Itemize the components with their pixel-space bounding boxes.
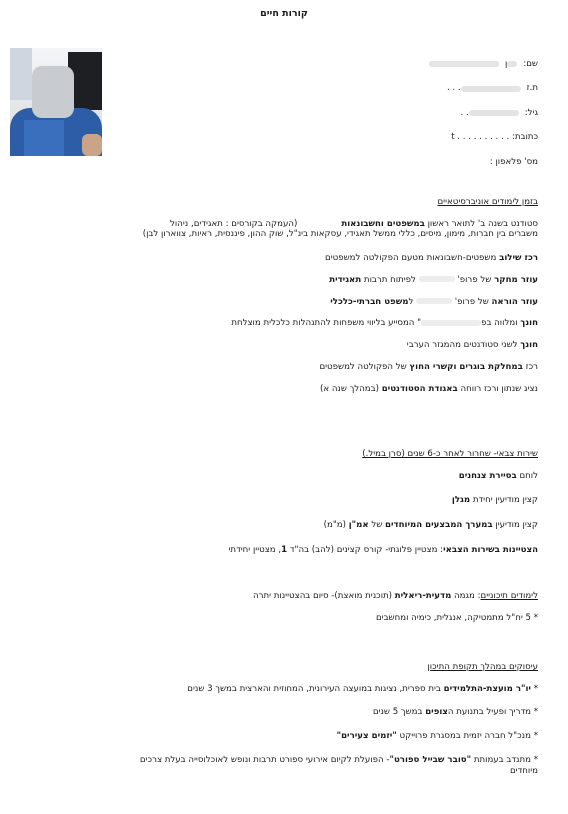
list-item: קצין מודיעין יחידת מגלן [451, 495, 538, 506]
id-row [338, 77, 538, 102]
age-value: . . [460, 107, 469, 118]
list-item: חונך ומלווה בפ" המסייע בליווי משפחות להתנהלות כלכלית מוצלחת [231, 318, 538, 329]
university-section [28, 197, 538, 405]
name-value: ן [504, 58, 508, 69]
highschool-heading: לימודים תיכוניים [480, 591, 538, 601]
list-item: * מדריך ופעיל בתנועת הצופים במשך 5 שנים [372, 707, 538, 718]
name-row [338, 52, 538, 77]
military-heading: שירות צבאי- שחרור לאחר כ-6 שנים (סרן במיל.) [362, 449, 538, 459]
profile-photo [10, 48, 102, 156]
military-section [28, 449, 538, 567]
age-label: גיל: [524, 107, 538, 118]
personal-details [338, 52, 538, 175]
list-item: עוזר הוראה של פרופ' למשפט חברתי-כלכלי [330, 296, 538, 307]
university-intro: סטודנט בשנה ב' לתואר ראשון במשפטים וחשבונאות(העמקה בקורסים : תאגידים, ניהול משברים בין חברות, מימון, מיסים, כללי ממשל תאגידי, עסקאות בינ"ל, שוק ההון, פיננסית, ראיות, צווארון לבן) [142, 218, 538, 240]
university-heading: בזמן לימודים אוניברסיטאיים [437, 197, 538, 207]
list-item: לוחם בסיירת צנחנים [458, 470, 538, 481]
list-item: רכז שילוב משפטים-חשבונאות מטעם הפקולטה למשפטים [325, 253, 538, 264]
list-item: נציג שנתון ורכז רווחה באגודת הסטודנטים (במהלך שנה א) [319, 383, 538, 394]
list-item: קצין מודיעין במערך המבצעים המיוחדים של אמ"ן (מ"מ) [323, 520, 538, 531]
phone-value: : [489, 156, 493, 167]
list-item: חונך לשני סטודנטים מהמגזר הערבי [406, 340, 538, 351]
list-item: * יו"ר מועצת-התלמידים בית ספרית, נציגות במועצה העירונית, המחוזית והארצית במשך 3 שנים [187, 683, 538, 694]
age-row [338, 101, 538, 126]
id-label: ת.ז [526, 83, 538, 94]
list-item: הצטיינות בשירות הצבאי: מצטיין פלוגתי- קורס קצינים (להב) בה"ד 1, מצטיין יחידתי [228, 544, 538, 555]
activities-section [28, 662, 538, 787]
phone-label: מס' פלאפון [495, 156, 538, 167]
phone-row [338, 150, 538, 175]
name-label: שם: [523, 58, 538, 69]
list-item: רכז במחלקת בוגרים וקשרי החוץ של הפקולטה למשפטים [319, 361, 538, 372]
list-item: לימודים תיכוניים: מגמה מדעית-ריאלית (תוכנית מואצת)- סיום בהצטיינות יתרה [252, 591, 538, 601]
list-item: * מנכ"ל חברה יזמית במסגרת פרוייקט "יזמים צעירים" [336, 731, 538, 742]
highschool-section [28, 591, 538, 634]
list-item: עוזר מחקר של פרופ' לפיתוח תרבות תאגידית [329, 274, 538, 285]
list-item: * 5 יח"ל מתמטיקה, אנגלית, כימיה ומחשבים [375, 612, 538, 623]
page-title: קורות חיים [260, 8, 308, 19]
address-label: כתובת: [511, 132, 538, 143]
address-value: . . . . . . . . . . t [451, 132, 510, 143]
id-value: . . . [446, 83, 461, 94]
activities-heading: עיסוקים במהלך תקופת התיכון [427, 662, 538, 672]
address-row [338, 126, 538, 151]
list-item: * מתנדב בעמותת "סובר שבייל ספורט"- הפועלת לקיום אירועי ספורט תרבות ונופש לאוכלוסייה בעלת צרכים מיוחדים [139, 754, 538, 776]
